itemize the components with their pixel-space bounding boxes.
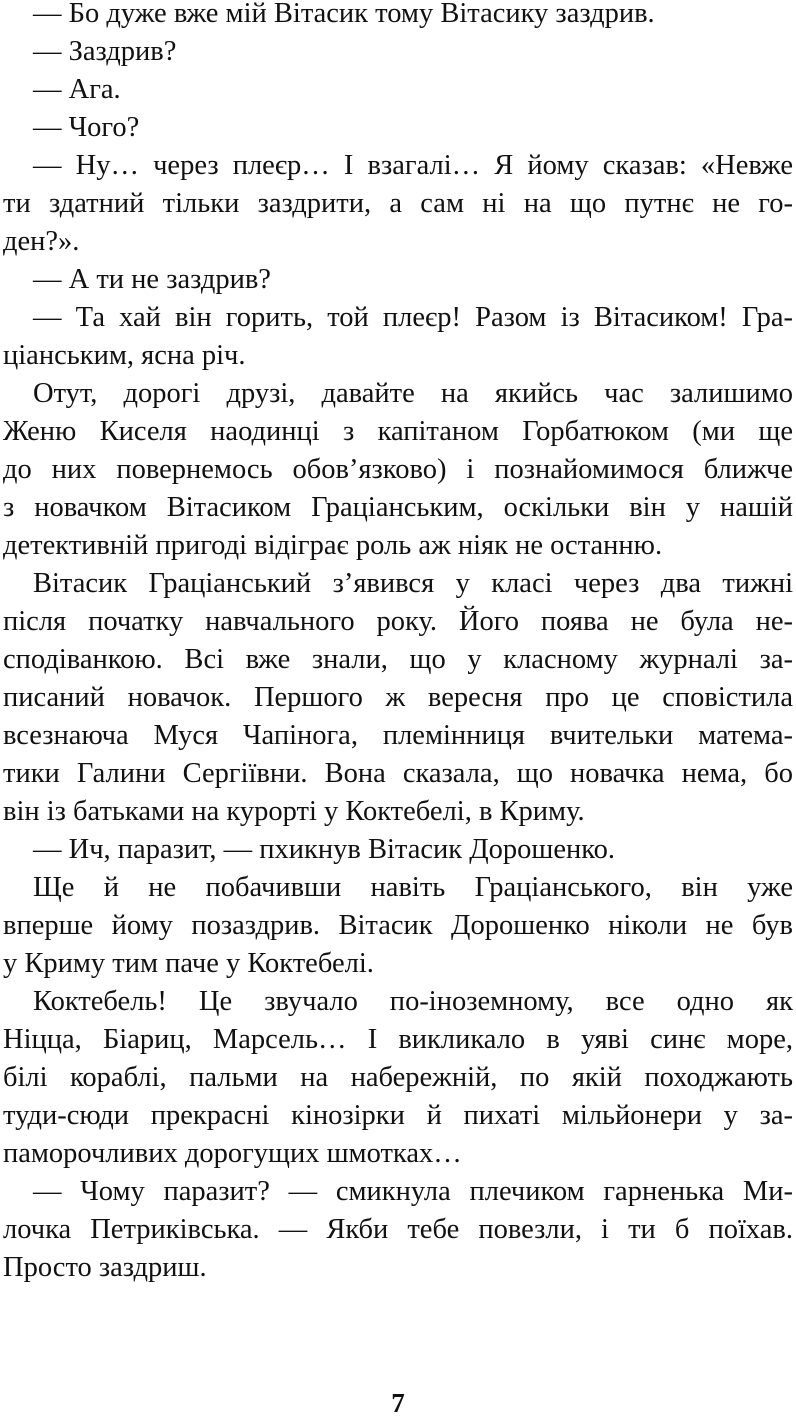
text-line: він із батьками на курорті у Коктебелі, в Криму.	[3, 796, 585, 827]
text-line: вперше йому позаздрив. Вітасик Дорошенко ніколи не був	[3, 910, 793, 941]
text-line: всезнаюча Муся Чапінога, племінниця вчительки матема-	[3, 720, 793, 751]
text-line: — Заздрив?	[33, 36, 177, 67]
text-line: — Та хай він горить, той плеєр! Разом із Вітасиком! Гра-	[33, 302, 793, 333]
text-line: — Ич, паразит, — пхикнув Вітасик Дорошенко.	[33, 834, 616, 865]
text-line: — А ти не заздрив?	[33, 264, 271, 295]
text-line: ден?».	[3, 226, 80, 257]
text-line: писаний новачок. Першого ж вересня про це сповістила	[3, 682, 793, 713]
text-line: Ніцца, Біариц, Марсель… І викликало в уяві синє море,	[3, 1024, 793, 1055]
text-line: Просто заздриш.	[3, 1252, 207, 1283]
text-line: лочка Петриківська. — Якби тебе повезли, і ти б поїхав.	[3, 1214, 793, 1245]
text-line: паморочливих дорогущих шмотках…	[3, 1138, 462, 1169]
text-line: Женю Киселя наодинці з капітаном Горбатюком (ми ще	[3, 416, 793, 447]
page-number: 7	[391, 1388, 405, 1418]
text-line: — Чого?	[33, 112, 140, 143]
text-line: Вітасик Граціанський з’явився у класі через два тижні	[33, 568, 793, 599]
text-line: туди-сюди прекрасні кінозірки й пихаті мільйонери у за-	[3, 1100, 793, 1131]
text-line: ціанським, ясна річ.	[3, 340, 246, 371]
text-line: детективній пригоді відіграє роль аж ніяк не останню.	[3, 530, 663, 561]
text-line: — Бо дуже вже мій Вітасик тому Вітасику заздрив.	[33, 0, 655, 29]
text-line: після початку навчального року. Його поява не була не-	[3, 606, 793, 637]
text-line: Коктебель! Це звучало по-іноземному, все одно як	[33, 986, 793, 1017]
text-line: — Ну… через плеєр… І взагалі… Я йому сказав: «Невже	[33, 150, 793, 181]
text-line: — Ага.	[33, 74, 121, 105]
text-line: ти здатний тільки заздрити, а сам ні на що путнє не го-	[3, 188, 793, 219]
text-line: тики Галини Сергіївни. Вона сказала, що новачка нема, бо	[3, 758, 793, 789]
text-line: — Чому паразит? — смикнула плечиком гарненька Ми-	[33, 1176, 793, 1207]
text-line: з новачком Вітасиком Граціанським, оскільки він у нашій	[3, 492, 793, 523]
text-line: білі кораблі, пальми на набережній, по якій походжають	[3, 1062, 793, 1093]
text-line: Ще й не побачивши навіть Граціанського, він уже	[33, 872, 793, 903]
text-line: Отут, дорогі друзі, давайте на якийсь час залишимо	[33, 378, 793, 409]
text-line: у Криму тим паче у Коктебелі.	[3, 948, 374, 979]
text-line: сподіванкою. Всі вже знали, що у класному журналі за-	[3, 644, 793, 675]
text-line: до них повернемось обов’язково) і познайомимося ближче	[3, 454, 793, 485]
